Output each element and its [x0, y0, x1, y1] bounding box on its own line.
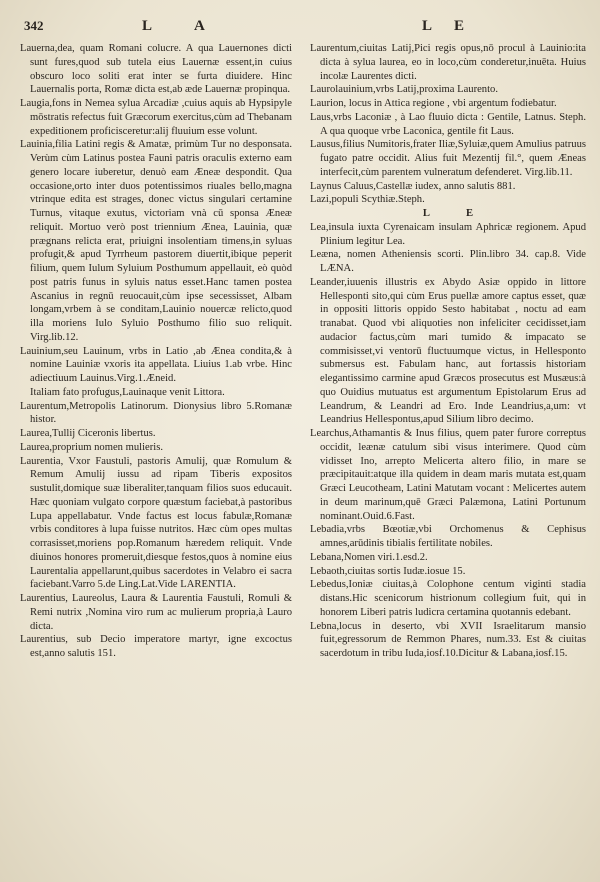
header-letter-right-2: E — [454, 18, 467, 34]
left-column — [20, 42, 292, 661]
entry-laurentum-metropolis: Laurentum,Metropolis Latinorum. Dionysius libro 5.Romanæ histor. — [20, 400, 292, 426]
entry-lazi: Lazi,populi Scythiæ.Steph. — [310, 194, 425, 206]
entry-laurea-mulier: Laurea,proprium nomen mulieris. — [20, 441, 163, 453]
entry-laurentia: Laurentia, Vxor Faustuli, pastoris Amulij, quæ Romulum & Remum Amulij iussu ad ripam Tiberis expositos sustulit,domique suæ liberaliter,tanquam filios suos educauit. Hæc quoniam vulgato corpore quæstum faciebat,à pastoribus Lupa appellabatur. Vnde factus est locus fabulæ,Romanæ vrbis conditores à lupa fuisse nutritos. Hæc cùm opes multas corrasisset,moriens pop.Romanum hæredem reliquit. Vnde diuinos honores promeruit,diesque festos,quos à nomine eius Laurentalia appellarunt,quibus sacerdotes in Velabro ei sacra faciebant.Varro 5.de Ling.Lat.Vide LARENTIA. — [20, 455, 292, 591]
page-number: 342 — [24, 18, 44, 33]
entry-lebadia: Lebadia,vrbs Bœotiæ,vbi Orchomenus & Cephisus amnes,arūdinis tibialis fertilitate nobiles. — [310, 524, 586, 549]
entry-lebaoth: Lebaoth,ciuitas sortis Iudæ.iosue 15. — [310, 565, 466, 577]
entry-leaena: Leæna, nomen Atheniensis scorti. Plin.libro 34. cap.8. Vide LÆNA. — [310, 249, 586, 274]
entry-laurion: Laurion, locus in Attica regione , vbi argentum fodiebatur. — [310, 98, 557, 109]
header-letter-left-2: A — [194, 18, 207, 34]
entry-learchus: Learchus,Athamantis & Inus filius, quem pater furore correptus occidit, leænæ catulum sibi visus interimere. Quod cùm vidisset Ino, arrepto Melicerta altero filio, in mare se præcipitauit:atque illa quidem in deam maris mutata est,quam Græci Leucotheam, Latini Matutam vocant : Melicertes autem in deum marinum,quē Græci Palæmona, Latini Portunum nominant.Ouid.6.Fast. — [310, 428, 586, 522]
entry-laurea-libertus: Laurea,Tullij Ciceronis libertus. — [20, 428, 156, 439]
entry-laurentius-nomina: Laurentius, Laureolus, Laura & Laurentia Faustuli, Romuli & Remi nutrix ,Nomina viro rum ac mulierum propria,à Lauro dicta. — [20, 593, 292, 632]
section-subhead-le — [310, 207, 586, 221]
entry-laurentius-martyr: Laurentius, sub Decio imperatore martyr, igne excoctus est,anno salutis 151. — [20, 634, 292, 659]
header-letter-right-1: L — [422, 18, 435, 34]
entry-laus: Laus,vrbs Laconiæ , à Lao fluuio dicta : Gentile, Latnus. Steph. A qua quoque vrbe Laconica, gentile fit Laus. — [310, 111, 586, 137]
verse-quote: Italiam fato profugus,Lauinaque venit Littora. — [30, 386, 225, 398]
header-letter-left-1: L — [142, 18, 155, 34]
entry-lebna: Lebna,locus in deserto, vbi XVII Israelitarum mansio fuit,egressorum de Remmon Phares, num.33. Est & ciuitas sacerdotum in tribu Iuda,iosf.10.Dicitur & Labana,iosf.15. — [310, 620, 586, 659]
entry-lausus: Lausus,filius Numitoris,frater Iliæ,Syluiæ,quem Amulius patruus fugato patre occidit. Alius fuit Mezentij fil.°, quem Æneas interfecit,cùm parentem vulneratum defenderet. Virg.lib.11. — [310, 139, 586, 178]
entry-laurentum: Laurentum,ciuitas Latij,Pici regis opus,nō procul à Lauinio:ita dicta à sylua laurea, eo in loco,cùm conderetur,inuēta. Huius incolæ Laurentes dicti. — [310, 43, 586, 82]
entry-lauinia: Lauinia,filia Latini regis & Amatæ, primùm Tur no desponsata. Verùm cùm Latinus postea Fauni patris oraculis externo eam genero locare iuberetur, denuò eam Æneæ despondit. Qua occasione,orto inter duos potentissimos riuales bello,magna vtrinque edita est strages, donec victus singulari certamine Turnus, vitaque exutus, victoriam vnà cū sponsa Æneæ reliquit. Mortuo verò post triennium Ænea, Lauinia, quæ prægnans relicta erat, priuigni insolentiam timens,in syluas profugit,& apud Tyrrheum pastorem diuertit,ibique peperit filium, quem Iulum Syluium Posthumum appellauit, eò quòd post patris funus in syluis natus esset.Hanc tamen postea Ascanius in regnū reuocauit,cùm ipse secessisset, Albam longam,vrbem à se conditam,Lauinio nouercæ relicto,quod illa moriens Iulo Syluio Posthumo filio suo reliquit. Virg.lib.12. — [20, 139, 292, 343]
subhead-letter-l: L — [422, 208, 466, 219]
entry-laurolauinium: Laurolauinium,vrbs Latij,proxima Laurento. — [310, 84, 498, 96]
entry-lea: Lea,insula iuxta Cyrenaicam insulam Aphricæ regionem. Apud Plinium legitur Lea. — [310, 221, 586, 247]
entry-leander: Leander,iuuenis illustris ex Abydo Asiæ oppido in littore Hellesponti sito,qui cùm Erus puellæ amore captus esset, quæ in oppositi littoris oppido Sesto habitabat , noctu ad eam tranabat. Quod vbi aliquoties non infeliciter cecidisset,iam audacior factus,cùm mari tumido & impacato se commisisset,vi ventorū fluctuumque victus, in Hellesponto submersus est. Fabulam hanc, aut fortassis historiam elegantissimo carmine apud Græcos prosecutus est Musæus:à quo Ouidius mutuatus est argumentum Epistolarum Erus ad Leandrum, & Leandri ad Ero. Inde Leandrius,a,um: vt Leandrius Hellespontus,apud Silium libro decimo. — [310, 276, 586, 426]
right-column — [310, 42, 586, 661]
entry-laugia: Laugia,fons in Nemea sylua Arcadiæ ,cuius aquis ab Hypsipyle mōstratis refectus fuit Græcorum exercitus,cùm ad Thebanam expeditionem proficisceretur:alij fluuium esse volunt. — [20, 98, 292, 137]
entry-lauerna: Lauerna,dea, quam Romani colucre. A qua Lauernones dicti sunt fures,quod sub tutela eius Lauernæ essent,in cuius obscuro loco soliti erat inter se furta diuidere. Hinc Lauernalis porta, Romæ dicta est,ab æde Lauernæ propinqua. — [20, 43, 292, 96]
entry-laynus: Laynus Caluus,Castellæ iudex, anno salutis 881. — [310, 180, 516, 192]
entry-lauinium: Lauinium,seu Lauinum, vrbs in Latio ,ab Ænea condita,& à nomine Lauiniæ vxoris ita appellata. Liuius 1.ab vrbe. Hinc adiectiuum Lauinus.Virg.1.Æneid. — [20, 345, 292, 384]
running-header — [24, 18, 576, 40]
entry-lebedus: Lebedus,Ioniæ ciuitas,à Colophone centum viginti stadia distans.Hic scenicorum histrionum collegium fuit, qui in honorem Liberi patris ludicra certamina quotannis edebant. — [310, 579, 586, 618]
subhead-letter-e: E — [466, 208, 510, 219]
entry-lebana: Lebana,Nomen viri.1.esd.2. — [310, 551, 428, 563]
